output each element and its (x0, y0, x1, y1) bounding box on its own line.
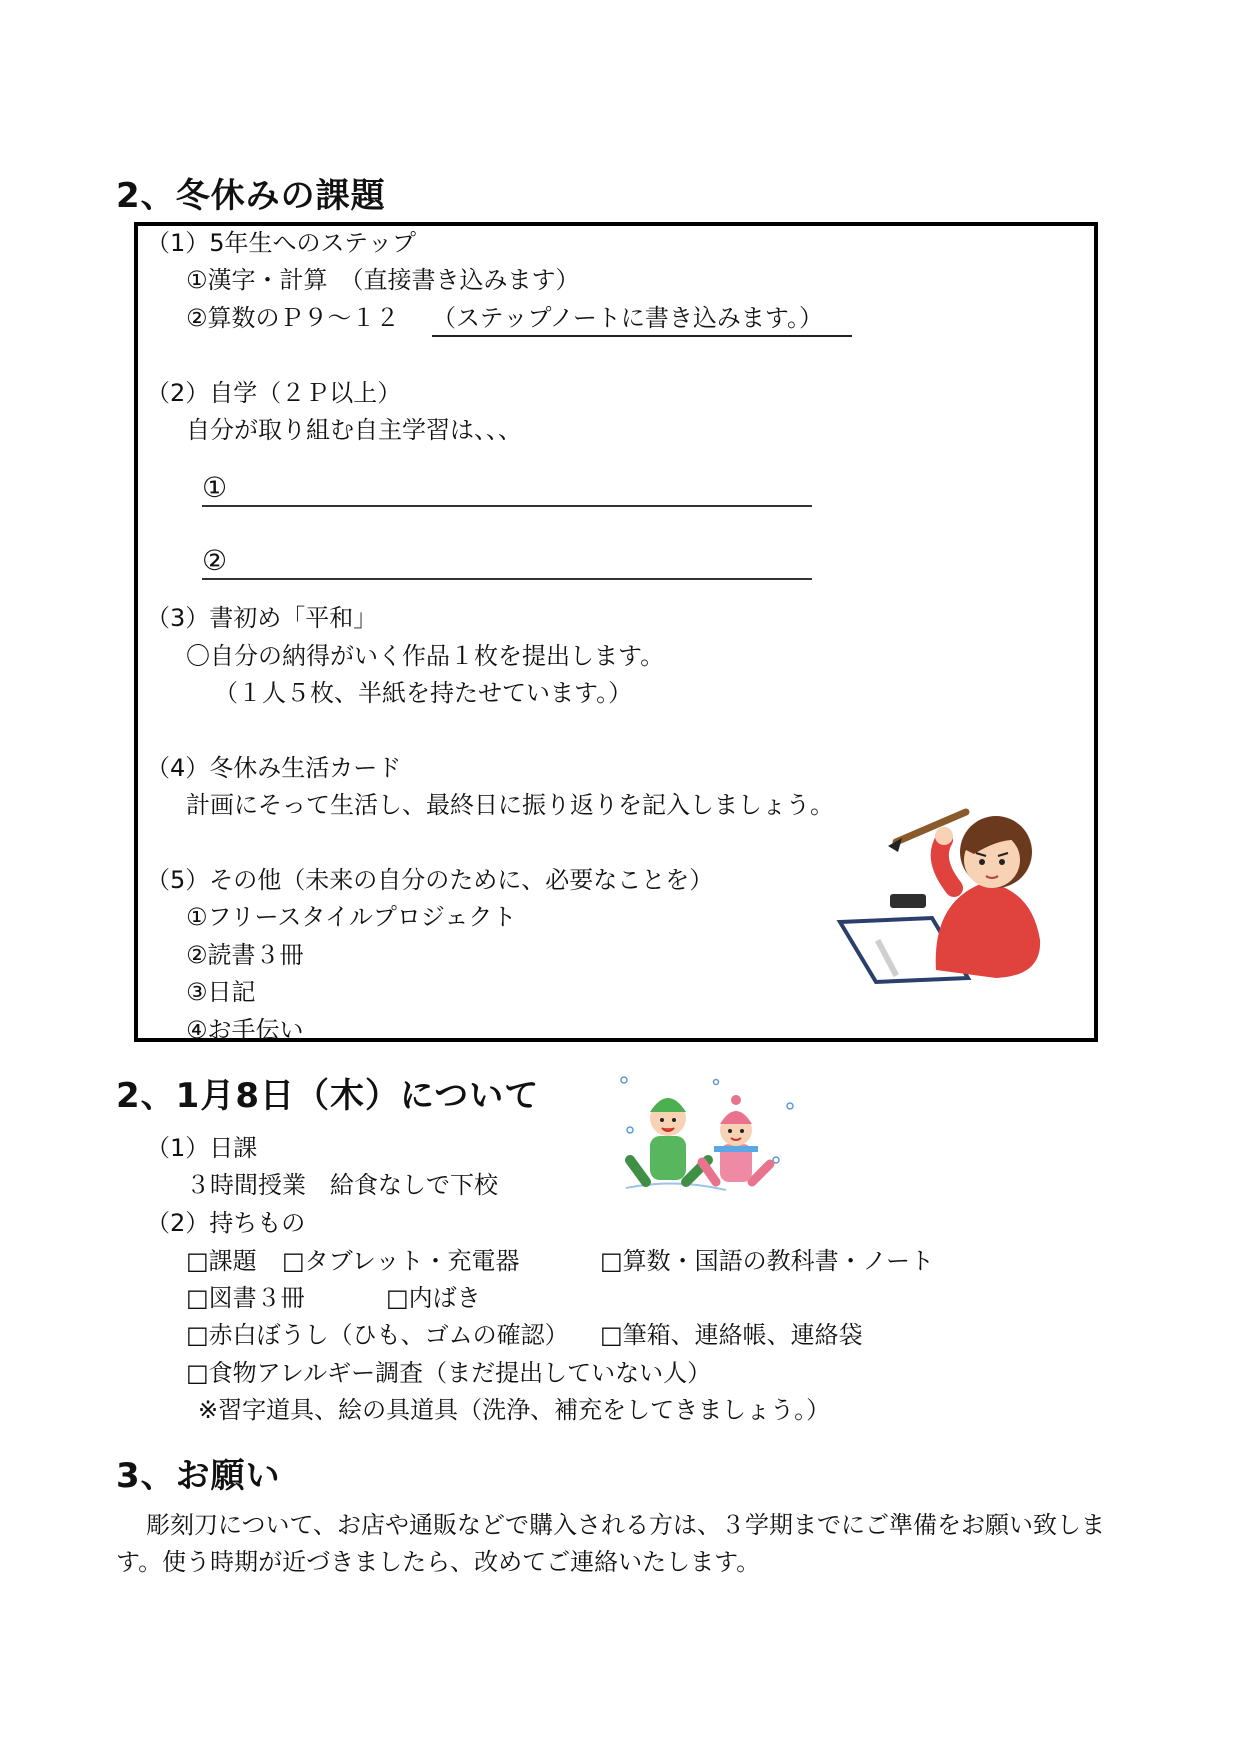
item5-list-item: ①フリースタイルプロジェクト (186, 903, 517, 931)
checklist-item: □課題 (186, 1247, 257, 1275)
item3-heading: （3）書初め「平和」 (146, 604, 378, 632)
checklist-item: □赤白ぼうし（ひも、ゴムの確認） (186, 1321, 569, 1349)
schedule-line: ３時間授業 給食なしで下校 (186, 1171, 498, 1199)
children-in-snow-illustration (616, 1070, 796, 1200)
item5-list-item: ④お手伝い (186, 1016, 304, 1044)
schedule-heading: （1）日課 (146, 1134, 258, 1162)
tools-note: ※習字道具、絵の具道具（洗浄、補充をしてきましょう。） (198, 1396, 831, 1424)
section-title-winter-homework: 2、冬休みの課題 (116, 176, 386, 216)
checklist-item: □図書３冊 (186, 1284, 305, 1312)
item2-intro: 自分が取り組む自主学習は、、、 (186, 416, 522, 444)
item5-heading: （5）その他（未来の自分のために、必要なことを） (146, 866, 714, 894)
item3-line2: （１人５枚、半紙を持たせています。） (214, 679, 633, 707)
calligraphy-girl-illustration (836, 790, 1066, 990)
section-title-request: 3、お願い (116, 1456, 281, 1496)
item4-line1: 計画にそって生活し、最終日に振り返りを記入しましょう。 (186, 791, 834, 819)
checklist-item: □内ばき (386, 1284, 481, 1312)
request-text-line2: す。使う時期が近づきましたら、改めてご連絡いたします。 (116, 1548, 761, 1576)
item1-line2-prefix: ②算数のＰ９～１２ (186, 304, 400, 332)
item5-list-item: ③日記 (186, 978, 256, 1006)
item2-heading: （2）自学（２Ｐ以上） (146, 379, 402, 407)
checklist-item: □筆箱、連絡帳、連絡袋 (600, 1321, 863, 1349)
section-title-jan8: 2、1月8日（木）について (116, 1076, 540, 1116)
item1-heading: （1）5年生へのステップ (146, 229, 417, 257)
items-heading: （2）持ちもの (146, 1209, 306, 1237)
request-text-line1: 彫刻刀について、お店や通販などで購入される方は、３学期までにご準備をお願い致しま (146, 1511, 1106, 1539)
checklist-item: □算数・国語の教科書・ノート (600, 1247, 934, 1275)
blank-line-1-label: ① (202, 471, 228, 504)
blank-line-1 (202, 505, 812, 507)
item1-line2-underlined: （ステップノートに書き込みます。） (432, 303, 852, 337)
blank-line-2-label: ② (202, 544, 228, 577)
item3-line1: 〇自分の納得がいく作品１枚を提出します。 (186, 642, 665, 670)
checklist-item: □タブレット・充電器 (282, 1247, 520, 1275)
blank-line-2 (202, 578, 812, 580)
item4-heading: （4）冬休み生活カード (146, 754, 402, 782)
checklist-item: □食物アレルギー調査（まだ提出していない人） (186, 1359, 712, 1387)
item5-list-item: ②読書３冊 (186, 941, 304, 969)
item1-line1: ①漢字・計算 （直接書き込みます） (186, 266, 580, 294)
